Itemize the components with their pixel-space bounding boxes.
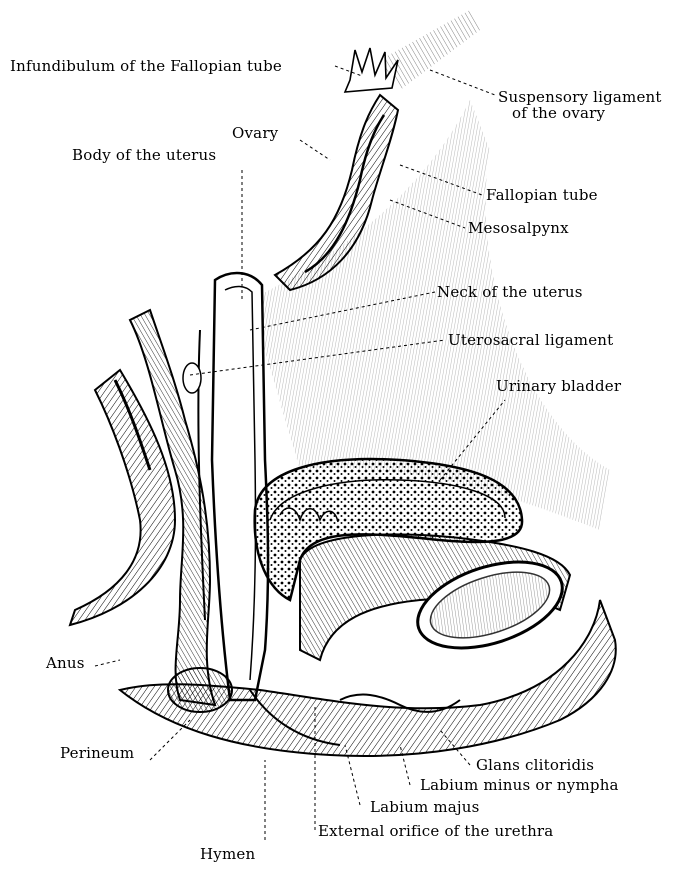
label-mesosalpynx: Mesosalpynx [468,219,569,237]
label-perineum: Perineum [60,744,135,762]
label-labium-majus: Labium majus [370,798,480,816]
label-anus: Anus [46,654,85,672]
label-fallopian-tube: Fallopian tube [486,186,598,204]
label-uterosacral-ligament: Uterosacral ligament [448,331,614,349]
label-glans-clitoridis: Glans clitoridis [476,756,595,774]
label-hymen: Hymen [200,845,256,863]
label-ovary: Ovary [232,124,279,142]
pubic-symphysis [300,534,573,664]
label-urinary-bladder: Urinary bladder [496,377,622,395]
label-suspensory-ligament-2: of the ovary [512,104,606,122]
label-neck-of-uterus: Neck of the uterus [437,283,583,301]
label-infundibulum: Infundibulum of the Fallopian tube [10,57,282,75]
label-labium-minus: Labium minus or nympha [420,776,619,794]
label-suspensory-ligament: Suspensory ligament [498,88,662,106]
label-body-of-uterus: Body of the uterus [72,146,217,164]
label-external-orifice-urethra: External orifice of the urethra [318,822,554,840]
